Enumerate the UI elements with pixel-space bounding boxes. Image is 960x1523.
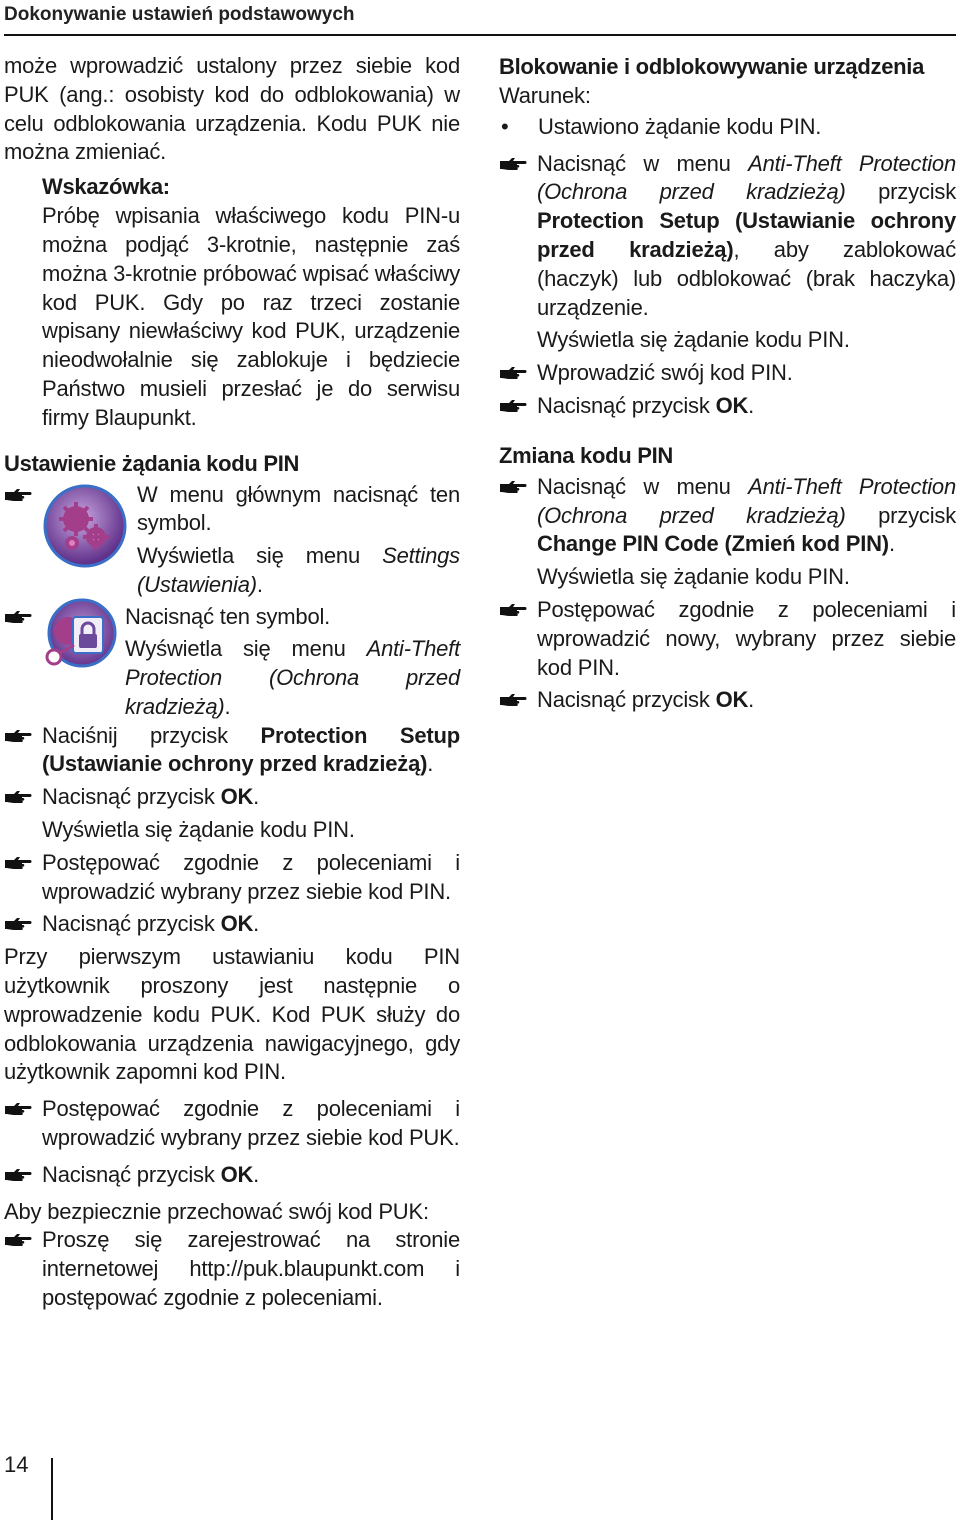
step3-end: . [427,751,434,777]
r6-ok: OK [715,687,749,713]
right-column [499,52,956,715]
step3-text [42,722,460,780]
section-title-pin-request: Ustawienie żądania kodu PIN [4,450,300,476]
left-column [4,52,460,1313]
page-number: 14 [4,1452,29,1477]
step2-result [125,635,460,721]
r1-a: Nacisnąć w menu [537,150,749,176]
right-step3 [499,392,956,421]
anti-theft-lock-icon[interactable] [44,597,120,673]
pointing-hand-icon [4,1102,32,1116]
pointing-hand-icon [4,790,32,804]
step6-end: . [253,911,260,937]
r1-button-name: Protection Setup (Ustawianie ochrony przed kradzieżą) [537,208,956,262]
step1-result-a: Wyświetla się menu [137,543,383,569]
step2-result-end: . [224,693,231,719]
right-step2 [499,359,956,388]
pointing-hand-icon [4,1168,32,1182]
step1-text-block [137,481,460,600]
pointing-hand-icon [499,603,527,617]
r1-c: przycisk [845,179,956,205]
section-title-change-pin: Zmiana kodu PIN [499,442,673,468]
bullet-dot: • [501,113,509,139]
r4-button-name: Change PIN Code (Zmień kod PIN) [537,531,889,557]
step3-button-name: Protection Setup (Ustawianie ochrony przed kradzieżą) [42,722,460,777]
right-step4 [499,473,956,592]
step8-end: . [253,1161,260,1187]
pointing-hand-icon [4,1233,32,1247]
right-step4-result: Wyświetla się żądanie kodu PIN. [537,564,850,590]
step1-result-end: . [256,571,263,597]
section-title-lock-unlock: Blokowanie i odblokowywanie urządzenia [499,54,925,79]
header-title: Dokonywanie ustawień podstawowych [4,4,355,25]
step2-result-menu: Anti-Theft Protection (Ochrona przed kradzieżą) [125,636,460,719]
pointing-hand-icon [4,610,32,624]
r6-end: . [748,687,755,713]
right-step1-text [537,150,956,323]
r3-ok: OK [715,392,749,418]
step1-text: W menu głównym nacisnąć ten symbol. [137,481,460,536]
note-block [4,172,460,432]
pointing-hand-icon [4,729,32,743]
r4-c: przycisk [845,502,956,528]
page-number-divider [51,1458,53,1520]
right-step6 [499,686,956,715]
condition-item [499,113,956,142]
step6-a: Nacisnąć przycisk [42,911,221,937]
r1-e: , aby zablokować (haczyk) lub odblokować (brak haczyka) urządzenie. [537,236,957,320]
note-text: Próbę wpisania właściwego kodu PIN-u można podjąć 3-krotnie, następnie zaś można 3-krotnie próbować wpisać właściwy kod PUK. Gdy po raz trzeci zostanie wpisany niewłaściwy kod PUK, urządzenie nieodwołalnie się zablokuje i będziecie Państwo musieli przesłać je do serwisu firmy Blaupunkt. [42,203,460,430]
step9-text: Proszę się zarejestrować na stronie internetowej http://puk.blaupunkt.com i postępować zgodnie z poleceniami. [42,1227,460,1310]
step1-result-menu: Settings (Ustawienia) [137,543,460,597]
right-step5 [499,596,956,682]
pointing-hand-icon [499,480,527,494]
step4-ok: OK [220,784,254,810]
step8-a: Nacisnąć przycisk [42,1161,221,1187]
step4-text [42,783,460,812]
pointing-hand-icon [499,366,527,380]
right-step3-text [537,392,956,421]
step7-text: Postępować zgodnie z poleceniami i wprowadzić wybrany przez siebie kod PUK. [42,1096,460,1150]
pointing-hand-icon [4,917,32,931]
step-antitheft-icon [4,603,460,722]
pointing-hand-icon [499,399,527,413]
r4-e: . [888,531,895,557]
step4 [4,783,460,845]
r6-a: Nacisnąć przycisk [537,687,716,713]
right-step2-text: Wprowadzić swój kod PIN. [537,360,793,386]
step5-text: Postępować zgodnie z poleceniami i wprowadzić wybrany przez siebie kod PIN. [42,849,460,904]
step4-end: . [253,784,260,810]
right-step1-result: Wyświetla się żądanie kodu PIN. [537,327,850,353]
step1-result [137,542,460,600]
r4-a: Nacisnąć w menu [537,473,749,499]
step7 [4,1095,460,1153]
condition-label: Warunek: [499,83,591,108]
step6 [4,910,460,939]
r4-menu: Anti-Theft Protection (Ochrona przed kradzieżą) [537,473,956,528]
step8-text [42,1161,460,1190]
settings-gears-icon[interactable] [42,483,128,569]
step6-ok: OK [220,911,254,937]
r1-menu: Anti-Theft Protection (Ochrona przed kradzieżą) [537,150,956,205]
r3-a: Nacisnąć przycisk [537,392,716,418]
pointing-hand-icon [4,488,32,502]
right-step1 [499,150,956,356]
paragraph-puk-info: Przy pierwszym ustawianiu kodu PIN użytkownik proszony jest następnie o wprowadzenie kodu PUK. Kod PUK służy do odblokowania urządzenia nawigacyjnego, gdy użytkownik zapomni kod PIN. [4,944,460,1085]
pointing-hand-icon [499,157,527,171]
note-title: Wskazówka: [42,174,170,200]
step-settings-icon [4,481,460,603]
step2-text-block [125,603,460,722]
pointing-hand-icon [4,856,32,870]
r3-end: . [748,392,755,418]
step5 [4,849,460,907]
step3 [4,722,460,780]
step3-a: Naciśnij przycisk [42,722,261,748]
page-header [4,0,956,36]
intro-paragraph: może wprowadzić ustalony przez siebie kod PUK (ang.: osobisty kod do odblokowania) w celu odblokowania urządzenia. Kodu PUK nie można zmieniać. [4,53,460,165]
step4-result: Wyświetla się żądanie kodu PIN. [42,816,355,842]
right-step6-text [537,686,956,715]
right-step5-text: Postępować zgodnie z poleceniami i wprowadzić nowy, wybrany przez siebie kod PIN. [537,596,956,680]
step8-ok: OK [220,1161,254,1187]
step2-result-a: Wyświetla się menu [125,636,367,662]
step4-a: Nacisnąć przycisk [42,784,221,810]
step9 [4,1226,460,1312]
pointing-hand-icon [499,693,527,707]
condition-text: Ustawiono żądanie kodu PIN. [538,113,822,139]
step6-text [42,910,460,939]
step2-text: Nacisnąć ten symbol. [125,603,331,629]
step8 [4,1161,460,1190]
paragraph-store-puk: Aby bezpiecznie przechować swój kod PUK: [4,1198,429,1224]
right-step4-text [537,473,956,559]
